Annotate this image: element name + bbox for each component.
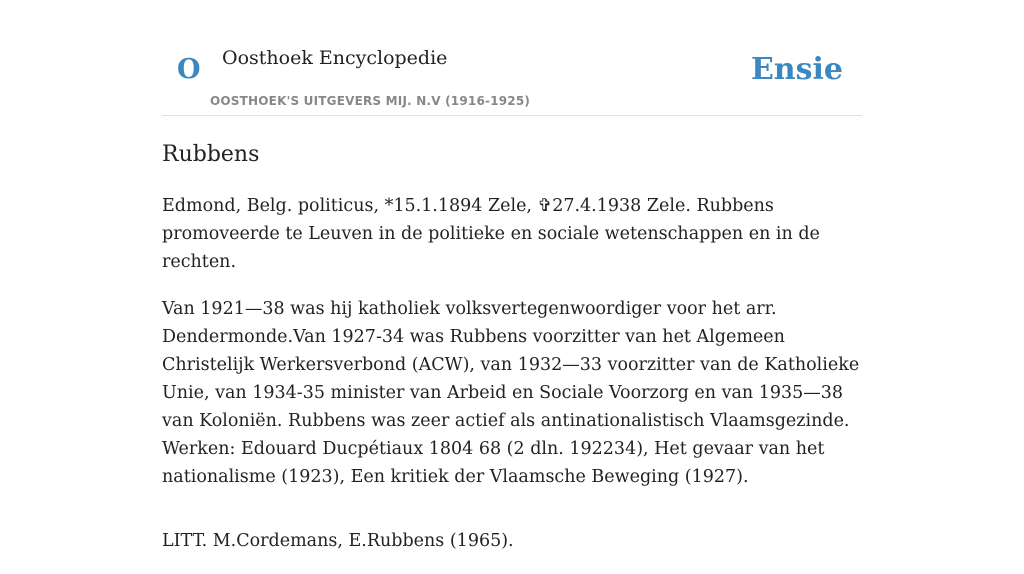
ensie-brand-link[interactable]: Ensie bbox=[750, 52, 843, 87]
publisher-label: OOSTHOEK'S UITGEVERS MIJ. N.V (1916-1925) bbox=[210, 94, 531, 108]
article-paragraph: Edmond, Belg. politicus, *15.1.1894 Zele, ✞27.4.1938 Zele. Rubbens promoveerde te Leuven in de politieke en sociale wetenschappen en in de rechten. bbox=[162, 196, 820, 272]
article-body bbox=[162, 192, 862, 574]
article-paragraph: Van 1921—38 was hij katholiek volksvertegenwoordiger voor het arr. Dendermonde.Van 1927-34 was Rubbens voorzitter van het Algemeen Christelijk Werkersverbond (ACW), van 1932—33 voorzitter van de Katholieke Unie, van 1934-35 minister van Arbeid en Sociale Voorzorg en van 1935—38 van Koloniën. Rubbens was zeer actief als antinationalistisch Vlaamsgezinde. Werken: Edouard Ducpétiaux 1804 68 (2 dln. 192234), Het gevaar van het nationalisme (1923), Een kritiek der Vlaamsche Beweging (1927). bbox=[162, 299, 860, 487]
source-title: Oosthoek Encyclopedie bbox=[222, 47, 448, 69]
source-header bbox=[162, 36, 862, 116]
source-logo-link[interactable]: O bbox=[177, 54, 201, 85]
literature-reference: LITT. M.Cordemans, E.Rubbens (1965). bbox=[162, 531, 514, 551]
article-title: Rubbens bbox=[162, 142, 260, 167]
